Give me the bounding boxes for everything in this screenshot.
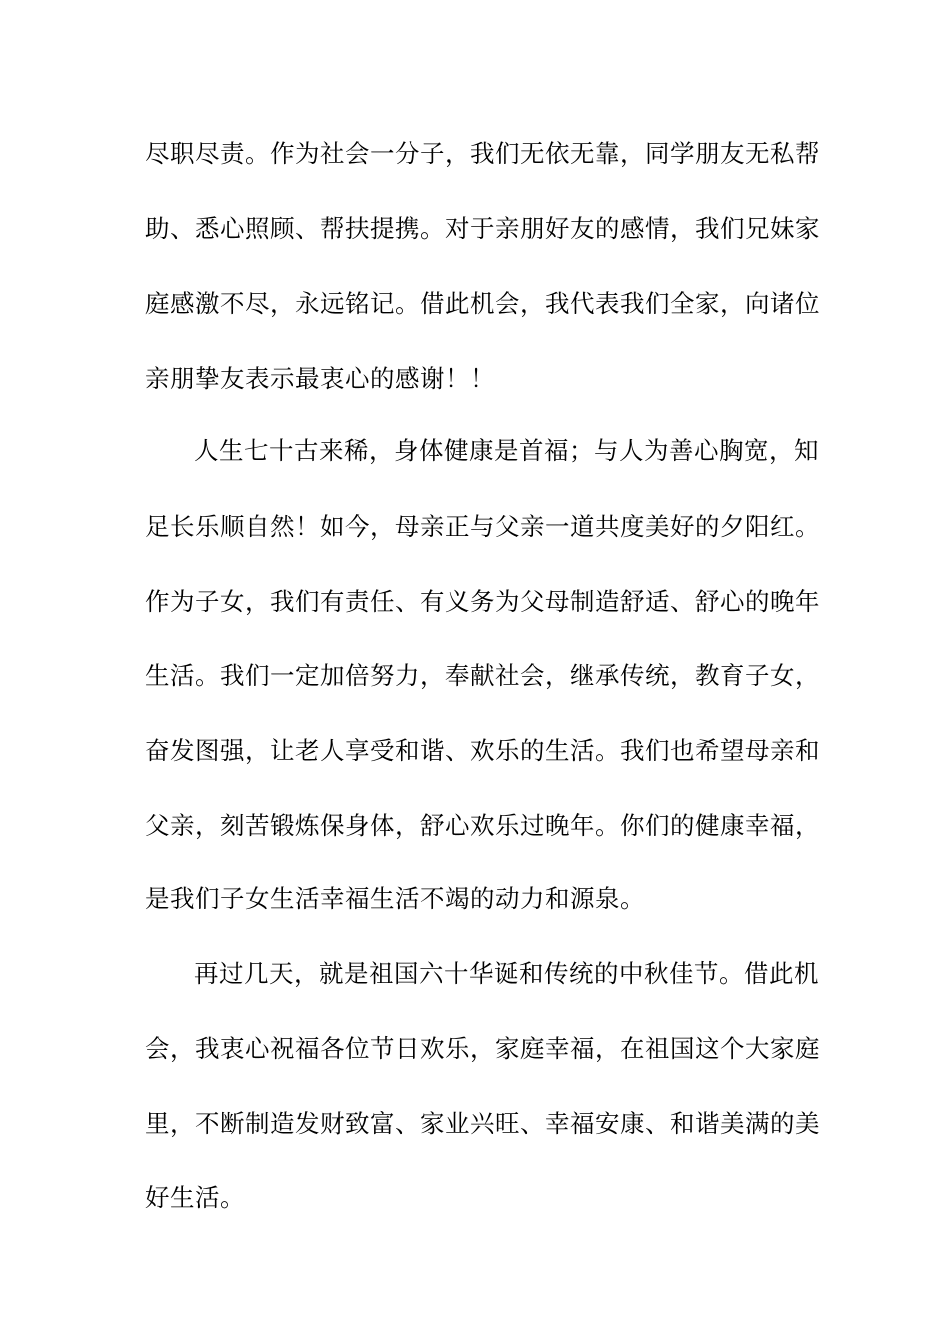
paragraph-first-line: 人生七十古来稀，身体健康是首福；与人为善心胸宽，知 xyxy=(194,436,819,465)
text-line: 作为子女，我们有责任、有义务为父母制造舒适、舒心的晚年 xyxy=(145,587,820,616)
text-line: 奋发图强，让老人享受和谐、欢乐的生活。我们也希望母亲和 xyxy=(145,736,820,765)
text-line: 助、悉心照顾、帮扶提携。对于亲朋好友的感情，我们兄妹家 xyxy=(145,214,820,243)
text-line: 好生活。 xyxy=(145,1183,245,1212)
text-line: 生活。我们一定加倍努力，奉献社会，继承传统，教育子女， xyxy=(145,661,820,690)
text-line: 尽职尽责。作为社会一分子，我们无依无靠，同学朋友无私帮 xyxy=(145,139,820,168)
text-line: 父亲，刻苦锻炼保身体，舒心欢乐过晚年。你们的健康幸福， xyxy=(145,811,820,840)
text-line: 是我们子女生活幸福生活不竭的动力和源泉。 xyxy=(145,884,645,913)
text-line: 里，不断制造发财致富、家业兴旺、幸福安康、和谐美满的美 xyxy=(145,1109,820,1138)
text-line: 会，我衷心祝福各位节日欢乐，家庭幸福，在祖国这个大家庭 xyxy=(145,1034,820,1063)
paragraph-first-line: 再过几天，就是祖国六十华诞和传统的中秋佳节。借此机 xyxy=(194,959,819,988)
text-line: 庭感激不尽，永远铭记。借此机会，我代表我们全家，向诸位 xyxy=(145,289,820,318)
text-line: 亲朋挚友表示最衷心的感谢！！ xyxy=(145,364,495,393)
text-line: 足长乐顺自然！如今，母亲正与父亲一道共度美好的夕阳红。 xyxy=(145,512,820,541)
